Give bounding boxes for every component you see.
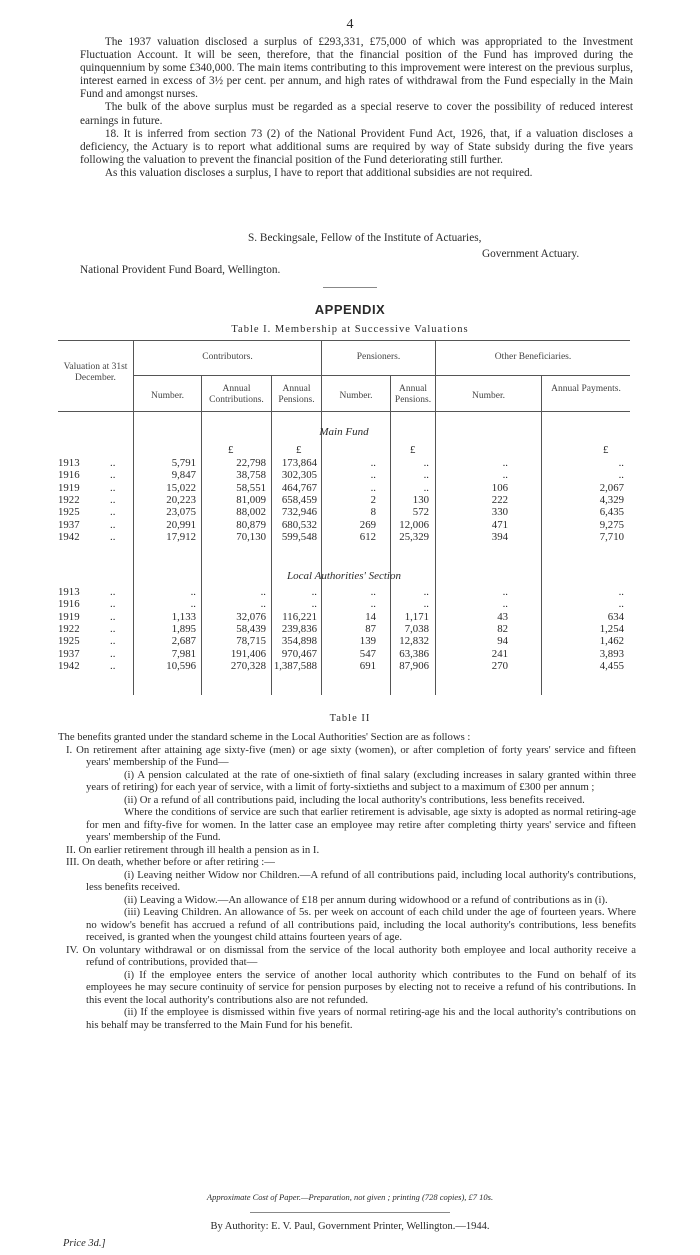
row-year: 1937: [58, 518, 80, 531]
table-cell: 130: [412, 493, 429, 506]
paragraph: 18. It is inferred from section 73 (2) of the National Provident Fund Act, 1926, that, if a valuation discloses a deficiency, the Actuary is to report what additional sums are required by way of State subsidy during the five years following the valuation to prevent the financial position of the Fund deteriorating still further.: [80, 127, 633, 166]
row-year: 1922: [58, 493, 80, 506]
table-cell: 5,791: [171, 457, 196, 469]
leader-dots: ..: [110, 481, 116, 494]
table-cell: 81,009: [236, 493, 266, 506]
table-cell: 732,946: [281, 506, 317, 519]
table-row: [58, 648, 630, 660]
table-cell: 7,710: [599, 530, 624, 543]
table-header-rule: [58, 411, 630, 412]
table-cell: 612: [359, 530, 376, 543]
table-cell: 70,130: [236, 530, 266, 543]
table-cell: ..: [260, 598, 266, 611]
table-cell: 116,221: [282, 610, 317, 623]
table-row: [58, 494, 630, 506]
benefit-clause: (ii) Leaving a Widow.—An allowance of £18 per annum during widowhood or a refund of contributions as in (i).: [124, 893, 608, 906]
table-cell: 394: [491, 530, 508, 543]
table-cell: 599,548: [281, 530, 317, 543]
col-header: Annual Pensions.: [394, 384, 432, 405]
leader-dots: ..: [110, 598, 116, 611]
table-cell: 1,171: [404, 610, 429, 623]
table1-title: Table I. Membership at Successive Valuations: [231, 324, 469, 335]
table-cell: ..: [190, 598, 196, 611]
group-header-other: Other Beneficiaries.: [494, 352, 572, 362]
table-row: [58, 457, 630, 469]
table-row: [58, 611, 630, 623]
leader-dots: ..: [110, 506, 116, 519]
benefit-heading: I. On retirement after attaining age sixty-five (men) or age sixty (women), or after completion of forty years' service and fifteen years' membership of the Fund—: [66, 743, 636, 768]
leader-dots: ..: [110, 530, 116, 543]
table-cell: 354,898: [281, 635, 317, 648]
table-cell: ..: [502, 469, 508, 482]
table-cell: 17,912: [166, 530, 196, 543]
table-cell: ..: [502, 586, 508, 598]
row-year: 1925: [58, 635, 80, 648]
leader-dots: ..: [110, 635, 116, 648]
table-cell: 634: [607, 610, 624, 623]
table-cell: ..: [502, 457, 508, 469]
divider: [250, 1212, 450, 1213]
table-row: [58, 482, 630, 494]
printer-authority: By Authority: E. V. Paul, Government Printer, Wellington.—1944.: [210, 1221, 490, 1232]
table-cell: ..: [618, 598, 624, 611]
signature-address: National Provident Fund Board, Wellington.: [80, 264, 281, 276]
group-rule: [133, 375, 630, 376]
table-cell: 241: [491, 647, 508, 660]
paragraph: The bulk of the above surplus must be regarded as a special reserve to cover the possibility of reduced interest earnings in future.: [80, 101, 633, 127]
row-year: 1925: [58, 506, 80, 519]
row-year: 1919: [58, 481, 80, 494]
col-header: Number.: [472, 391, 505, 401]
table-cell: ..: [423, 469, 429, 482]
table-cell: 8: [370, 506, 376, 519]
table-cell: ..: [618, 586, 624, 598]
table2-title: Table II: [329, 713, 371, 724]
benefits-intro: The benefits granted under the standard scheme in the Local Authorities' Section are as follows :: [58, 731, 471, 743]
table-cell: 239,836: [281, 622, 317, 635]
table-cell: 20,991: [166, 518, 196, 531]
row-year: 1916: [58, 469, 80, 482]
appendix-heading: APPENDIX: [314, 302, 386, 317]
table-top-rule: [58, 340, 630, 341]
row-year: 1942: [58, 659, 80, 672]
table-cell: 2: [370, 493, 376, 506]
price: Price 3d.]: [63, 1238, 106, 1249]
leader-dots: ..: [110, 586, 116, 598]
group-header-pensioners: Pensioners.: [356, 352, 401, 362]
table-cell: 14: [365, 610, 376, 623]
row-year: 1942: [58, 530, 80, 543]
table-cell: 464,767: [281, 481, 317, 494]
table-cell: 139: [359, 635, 376, 648]
table-cell: 4,329: [599, 493, 624, 506]
col-header: Annual Contributions.: [209, 384, 264, 405]
group-header-contributors: Contributors.: [202, 352, 253, 362]
table-cell: ..: [502, 598, 508, 611]
table-cell: 6,435: [599, 506, 624, 519]
benefit-clause: (i) A pension calculated at the rate of one-sixtieth of final salary (excluding increases in salary granted within three years of retiring) for each year of service, with a limit of forty-sixtieths and subject to a maximum of £300 per annum ;: [86, 768, 636, 793]
table-cell: 270,328: [230, 659, 266, 672]
table-cell: 3,893: [599, 647, 624, 660]
benefit-heading: II. On earlier retirement through ill health a pension as in I.: [66, 843, 320, 856]
leader-dots: ..: [110, 493, 116, 506]
section-label-main-fund: Main Fund: [319, 426, 369, 438]
table-row: [58, 469, 630, 481]
table-cell: 87,906: [399, 659, 429, 672]
leader-dots: ..: [110, 622, 116, 635]
table-cell: 173,864: [281, 457, 317, 469]
table-cell: 1,895: [171, 622, 196, 635]
benefit-clause: (iii) Leaving Children. An allowance of 5s. per week on account of each child under the age of fourteen years. Where no widow's benefit has accrued a refund of all contributions paid, including the local authority's contributions, less benefits received, is granted when the youngest child attains fourteen years of age.: [86, 906, 636, 943]
signature-title: Government Actuary.: [482, 248, 580, 260]
table-cell: 94: [497, 635, 508, 648]
table-cell: 20,223: [166, 493, 196, 506]
row-year: 1913: [58, 586, 80, 598]
table-cell: ..: [370, 457, 376, 469]
currency-symbol: £: [296, 444, 302, 456]
table-cell: 25,329: [399, 530, 429, 543]
table-cell: 2,067: [599, 481, 624, 494]
table-cell: 222: [491, 493, 508, 506]
table-cell: 63,386: [399, 647, 429, 660]
benefits-text: [58, 731, 636, 1031]
table-cell: ..: [618, 457, 624, 469]
table-cell: ..: [370, 481, 376, 494]
row-year: 1919: [58, 610, 80, 623]
table-cell: 12,832: [399, 635, 429, 648]
col-header: Annual Payments.: [551, 384, 621, 394]
leader-dots: ..: [110, 457, 116, 469]
table-row: [58, 598, 630, 610]
table-cell: 7,981: [171, 647, 196, 660]
table-cell: ..: [370, 586, 376, 598]
benefit-clause: (ii) If the employee is dismissed within five years of normal retiring-age his and the local authority's contributions on his behalf may be transferred to the Main Fund for his benefit.: [86, 1006, 636, 1031]
row-year: 1937: [58, 647, 80, 660]
table-cell: ..: [311, 586, 317, 598]
col-header-valuation: Valuation at 31st December.: [63, 362, 128, 383]
table-cell: 970,467: [281, 647, 317, 660]
table-cell: 87: [365, 622, 376, 635]
row-year: 1913: [58, 457, 80, 469]
table-cell: 106: [491, 481, 508, 494]
table-cell: ..: [190, 586, 196, 598]
paragraph: The 1937 valuation disclosed a surplus of £293,331, £75,000 of which was appropriated to the Investment Fluctuation Account. It will be seen, therefore, that the financial position of the Fund has improved during the quinquennium by some £340,000. The main items contributing to this improvement were interest on the previous surplus, interest earned in excess of 3½ per cent. per annum, and high rates of withdrawal from the Fund especially in the Main Fund and amongst nurses.: [80, 36, 633, 101]
currency-row: [58, 444, 630, 456]
benefit-clause: (i) Leaving neither Widow nor Children.—A refund of all contributions paid, including local authority's contributions, less benefits received.: [86, 868, 636, 893]
table-cell: 78,715: [236, 635, 266, 648]
table-cell: ..: [260, 586, 266, 598]
table-cell: 4,455: [599, 659, 624, 672]
table-cell: 82: [497, 622, 508, 635]
report-body: [80, 36, 633, 180]
table-cell: 1,462: [599, 635, 624, 648]
leader-dots: ..: [110, 518, 116, 531]
table-cell: 15,022: [166, 481, 196, 494]
table-cell: 58,439: [236, 622, 266, 635]
table-cell: 572: [412, 506, 429, 519]
table-cell: 270: [491, 659, 508, 672]
currency-symbol: £: [228, 444, 234, 456]
table-cell: 547: [359, 647, 376, 660]
benefit-heading: IV. On voluntary withdrawal or on dismissal from the service of the local authority both employee and local authority receive a refund of contributions, provided that—: [66, 943, 636, 968]
table-cell: 22,798: [236, 457, 266, 469]
table-cell: 1,387,588: [273, 659, 317, 672]
table-row: [58, 586, 630, 598]
signature-name: S. Beckingsale, Fellow of the Institute of Actuaries,: [248, 232, 482, 244]
table-cell: 12,006: [399, 518, 429, 531]
cost-note: Approximate Cost of Paper.—Preparation, not given ; printing (728 copies), £7 10s.: [206, 1192, 494, 1202]
table-row: [58, 623, 630, 635]
currency-symbol: £: [410, 444, 416, 456]
table-cell: 191,406: [230, 647, 266, 660]
table-cell: 10,596: [166, 659, 196, 672]
table-cell: 1,133: [171, 610, 196, 623]
table-row: [58, 506, 630, 518]
table-row: [58, 660, 630, 672]
table-cell: ..: [423, 586, 429, 598]
leader-dots: ..: [110, 659, 116, 672]
divider: [323, 287, 377, 288]
page-number: 4: [346, 17, 354, 32]
leader-dots: ..: [110, 610, 116, 623]
table-cell: 32,076: [236, 610, 266, 623]
col-header: Annual Pensions.: [278, 384, 315, 405]
table-cell: 7,038: [404, 622, 429, 635]
table-cell: 691: [359, 659, 376, 672]
benefit-clause: Where the conditions of service are such that earlier retirement is advisable, age sixty is adopted as normal retiring-age for men and fifty-five for women. In the latter case an employee may retire after completing thirty years' service and fifteen years' membership of the Fund.: [86, 806, 636, 843]
col-header: Number.: [339, 391, 373, 401]
row-year: 1922: [58, 622, 80, 635]
currency-symbol: £: [603, 444, 609, 456]
table-cell: 680,532: [281, 518, 317, 531]
table-cell: 330: [491, 506, 508, 519]
benefit-heading: III. On death, whether before or after retiring :—: [66, 856, 275, 868]
table-row: [58, 519, 630, 531]
table-cell: ..: [311, 598, 317, 611]
table-cell: 80,879: [236, 518, 266, 531]
table-cell: 23,075: [166, 506, 196, 519]
table-row: [58, 635, 630, 647]
membership-table: [58, 340, 630, 695]
table-cell: ..: [618, 469, 624, 482]
table-cell: ..: [423, 481, 429, 494]
table-row: [58, 531, 630, 543]
table-cell: ..: [423, 598, 429, 611]
table-cell: 9,275: [599, 518, 624, 531]
table-cell: 2,687: [171, 635, 196, 648]
table-cell: 43: [497, 610, 508, 623]
table-cell: 58,551: [236, 481, 266, 494]
table-cell: 269: [359, 518, 376, 531]
table-cell: 471: [491, 518, 508, 531]
leader-dots: ..: [110, 469, 116, 482]
table-cell: ..: [370, 469, 376, 482]
table-cell: 38,758: [236, 469, 266, 482]
benefit-clause: (i) If the employee enters the service of another local authority which contributes to the Fund on behalf of its employees he may secure continuity of service for pension purposes by electing not to receive a refund of his contributions. In this event the local authority's contributions also are not refunded.: [86, 968, 636, 1006]
table-cell: ..: [423, 457, 429, 469]
benefit-clause: (ii) Or a refund of all contributions paid, including the local authority's contributions, less benefits received.: [124, 793, 585, 806]
row-year: 1916: [58, 598, 80, 611]
table-cell: 302,305: [281, 469, 317, 482]
paragraph: As this valuation discloses a surplus, I have to report that additional subsidies are not required.: [104, 166, 533, 179]
table-cell: 1,254: [599, 622, 624, 635]
section-label-local: Local Authorities' Section: [287, 570, 401, 582]
table-cell: 88,002: [236, 506, 266, 519]
table-cell: 658,459: [281, 493, 317, 506]
col-header: Number.: [151, 391, 184, 401]
table-cell: 9,847: [171, 469, 196, 482]
leader-dots: ..: [110, 647, 116, 660]
table-cell: ..: [370, 598, 376, 611]
